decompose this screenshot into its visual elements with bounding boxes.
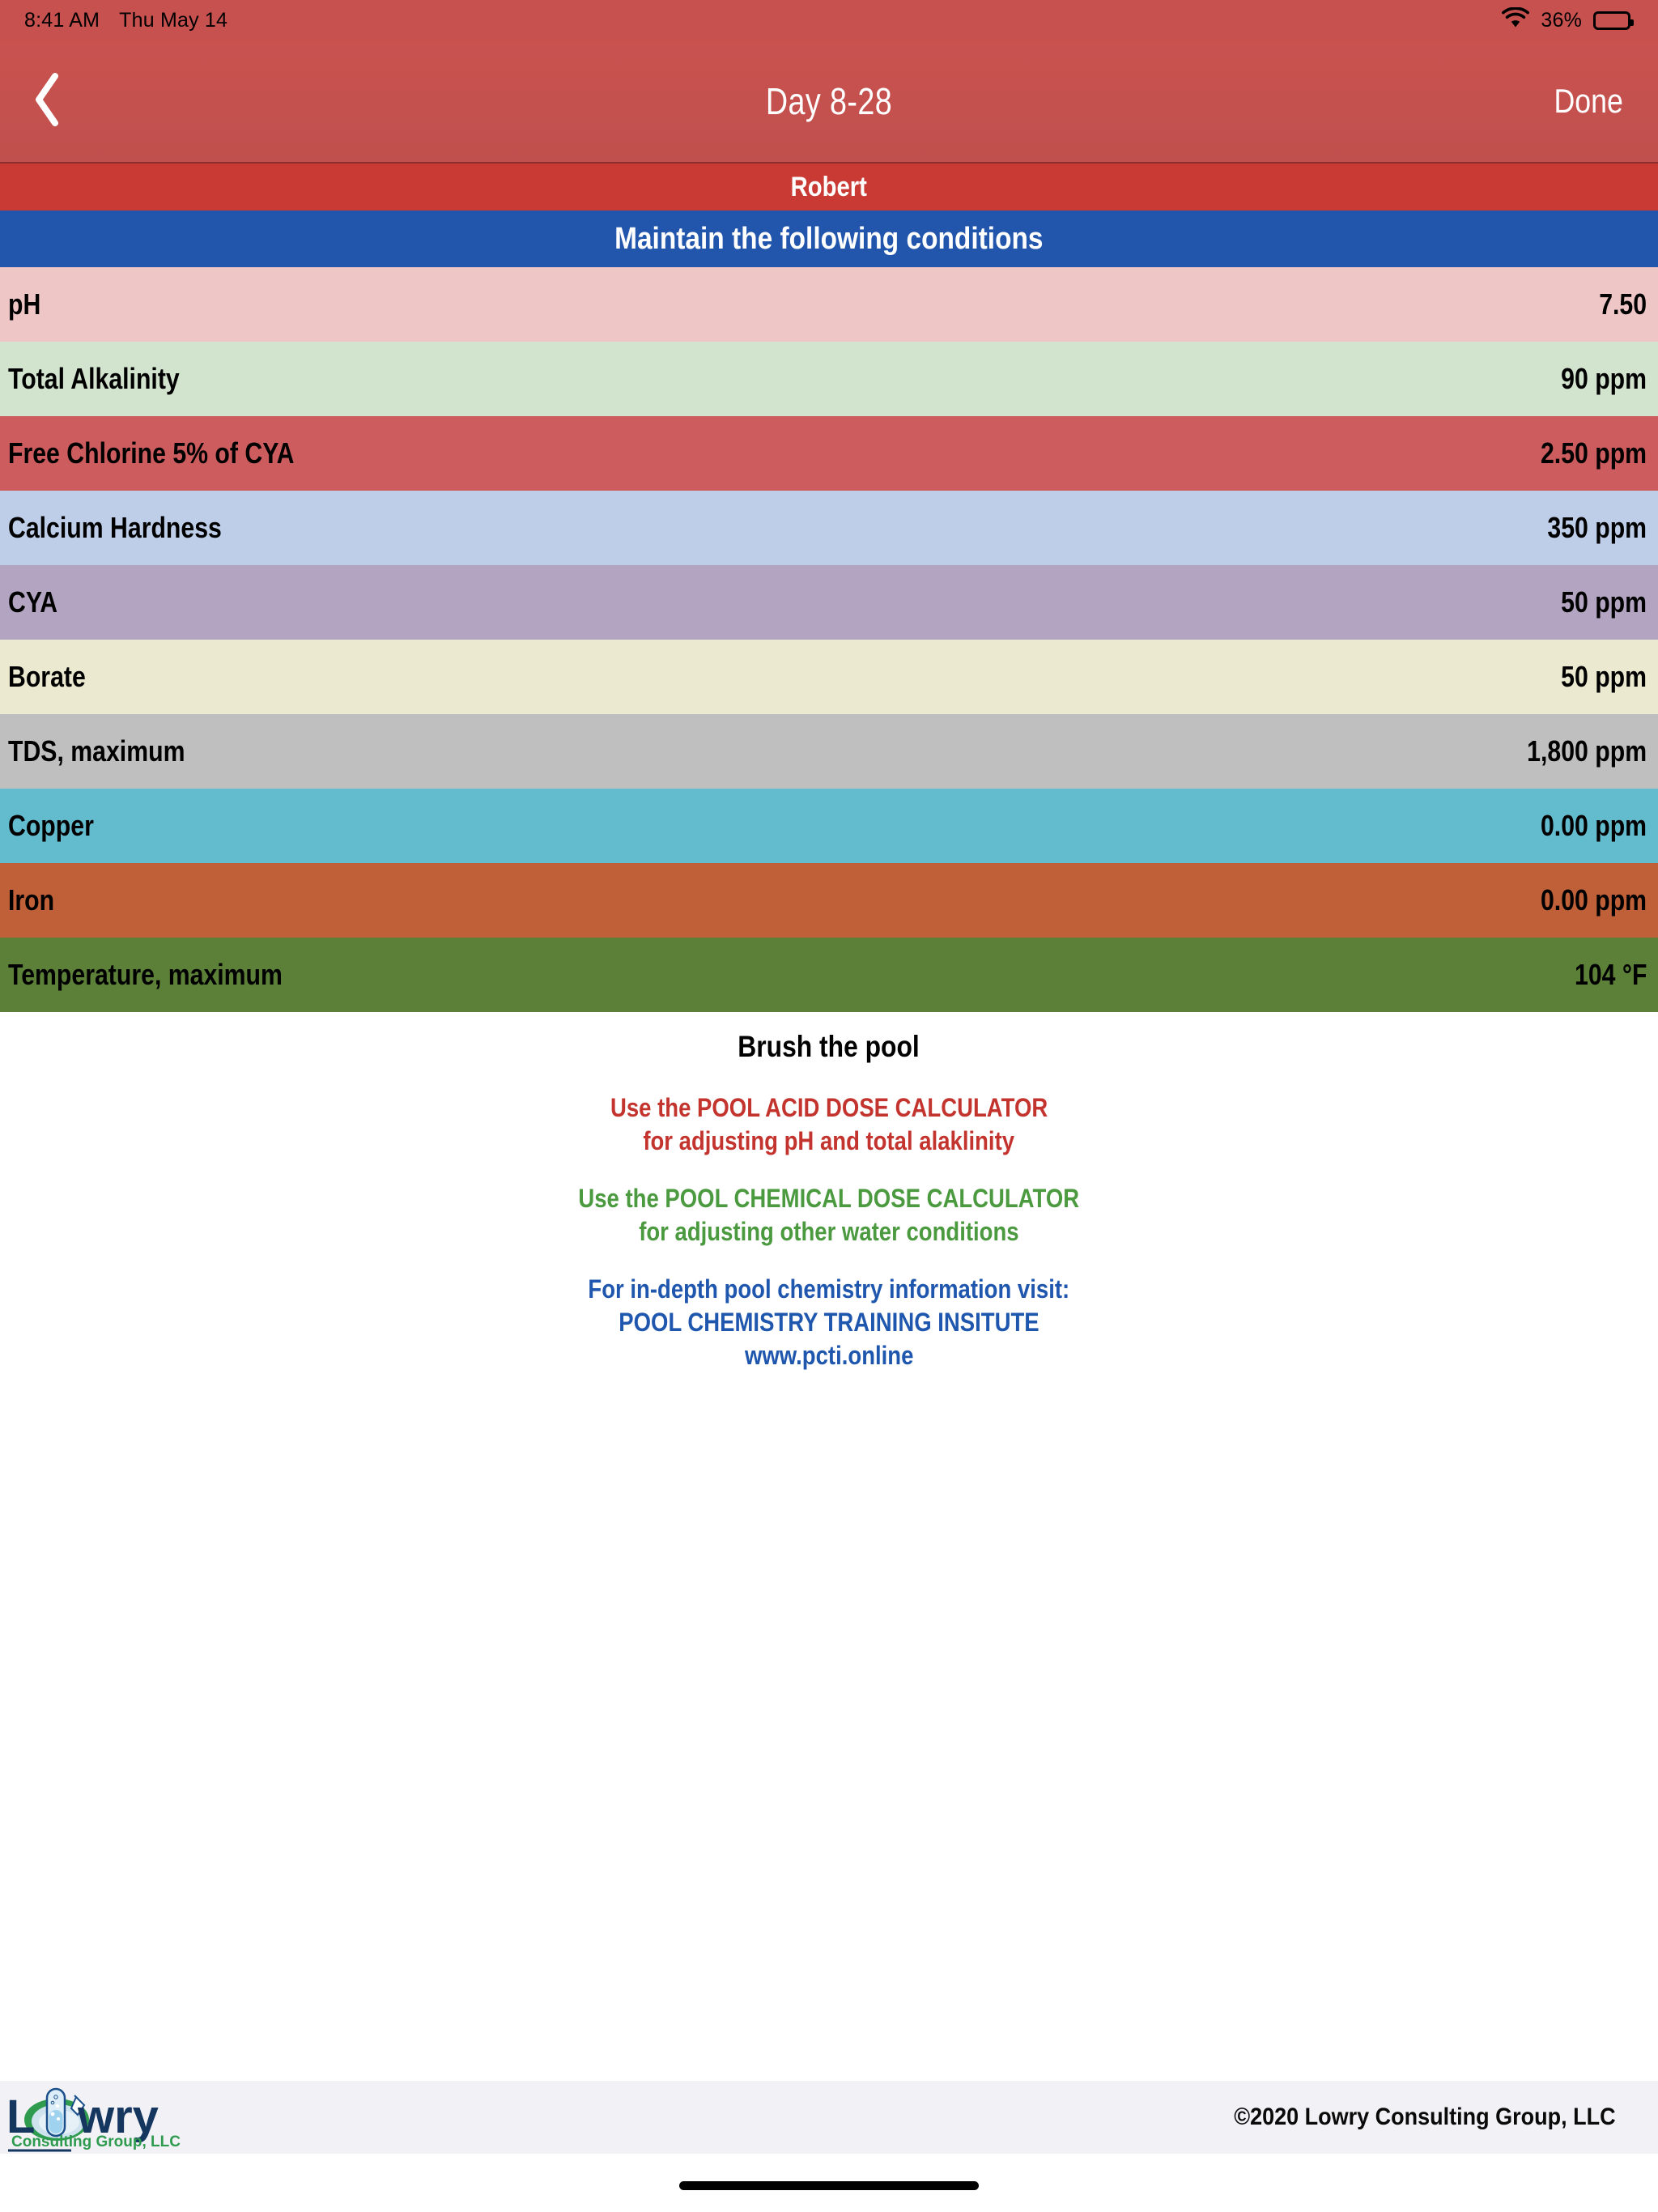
copyright-text: ©2020 Lowry Consulting Group, LLC: [1234, 2104, 1616, 2130]
condition-row: [0, 640, 1658, 714]
chevron-left-icon: [32, 73, 61, 130]
section-header: [0, 211, 1658, 267]
instructions-block: [0, 1012, 1658, 1372]
condition-label: Iron: [8, 883, 55, 917]
condition-value: 1,800 ppm: [1527, 734, 1647, 768]
status-bar-right: [1502, 7, 1630, 34]
condition-value: 90 ppm: [1561, 362, 1647, 395]
navigation-bar: [0, 40, 1658, 164]
svg-text:Consulting Group, LLC: Consulting Group, LLC: [11, 2133, 181, 2150]
done-button-label: Done: [1554, 82, 1623, 120]
battery-icon: [1593, 11, 1630, 30]
back-button[interactable]: [11, 62, 81, 140]
condition-row: [0, 789, 1658, 863]
condition-label: Copper: [8, 809, 94, 842]
condition-label: TDS, maximum: [8, 734, 185, 768]
customer-name: Robert: [790, 171, 868, 202]
note-chem-line2: for adjusting other water conditions: [639, 1216, 1019, 1246]
condition-value: 2.50 ppm: [1540, 436, 1647, 470]
battery-percent-label: 36%: [1541, 8, 1582, 32]
note-acid-calculator: [0, 1091, 1658, 1158]
note-chemical-calculator: [0, 1182, 1658, 1249]
status-bar-left: [24, 9, 227, 32]
condition-row: [0, 863, 1658, 938]
condition-label: Calcium Hardness: [8, 511, 222, 544]
footer-bar: [0, 2081, 1658, 2154]
home-indicator[interactable]: [679, 2181, 979, 2190]
svg-text:wry: wry: [78, 2091, 159, 2143]
condition-label: Free Chlorine 5% of CYA: [8, 436, 295, 470]
page-title: Day 8-28: [765, 80, 893, 122]
condition-label: Total Alkalinity: [8, 362, 180, 395]
condition-row: [0, 565, 1658, 640]
note-acid-line1: Use the POOL ACID DOSE CALCULATOR: [610, 1093, 1048, 1122]
condition-value: 0.00 ppm: [1540, 809, 1647, 842]
note-visit-website[interactable]: www.pcti.online: [744, 1340, 914, 1370]
condition-row: [0, 938, 1658, 1012]
condition-row: [0, 267, 1658, 342]
note-visit-line2: POOL CHEMISTRY TRAINING INSITUTE: [619, 1307, 1039, 1337]
condition-value: 104 °F: [1574, 958, 1647, 991]
condition-label: Temperature, maximum: [8, 958, 283, 991]
status-date: Thu May 14: [119, 8, 228, 32]
condition-value: 50 ppm: [1561, 585, 1647, 619]
condition-label: Borate: [8, 660, 86, 693]
section-header-title: Maintain the following conditions: [614, 221, 1044, 256]
condition-row: [0, 714, 1658, 789]
note-visit-line1: For in-depth pool chemistry information visit:: [588, 1274, 1070, 1304]
condition-label: CYA: [8, 585, 58, 619]
conditions-list: [0, 267, 1658, 1012]
condition-value: 7.50: [1599, 287, 1647, 321]
condition-label: pH: [8, 287, 41, 321]
wifi-icon: [1502, 7, 1529, 34]
condition-value: 0.00 ppm: [1540, 883, 1647, 917]
done-button[interactable]: [1548, 82, 1629, 121]
status-bar: [0, 0, 1658, 40]
svg-text:L: L: [6, 2091, 36, 2143]
note-brush-the-pool: [0, 1030, 1658, 1064]
condition-value: 350 ppm: [1547, 511, 1647, 544]
condition-value: 50 ppm: [1561, 660, 1647, 693]
condition-row: [0, 416, 1658, 491]
lowry-logo: [6, 2082, 209, 2152]
home-indicator-area: [0, 2154, 1658, 2212]
status-time: 8:41 AM: [24, 8, 100, 32]
note-pcti-visit: [0, 1273, 1658, 1372]
note-acid-line2: for adjusting pH and total alaklinity: [643, 1125, 1015, 1155]
note-brush-text: Brush the pool: [738, 1030, 920, 1063]
note-chem-line1: Use the POOL CHEMICAL DOSE CALCULATOR: [578, 1183, 1080, 1213]
customer-name-band: [0, 164, 1658, 211]
condition-row: [0, 491, 1658, 565]
condition-row: [0, 342, 1658, 416]
